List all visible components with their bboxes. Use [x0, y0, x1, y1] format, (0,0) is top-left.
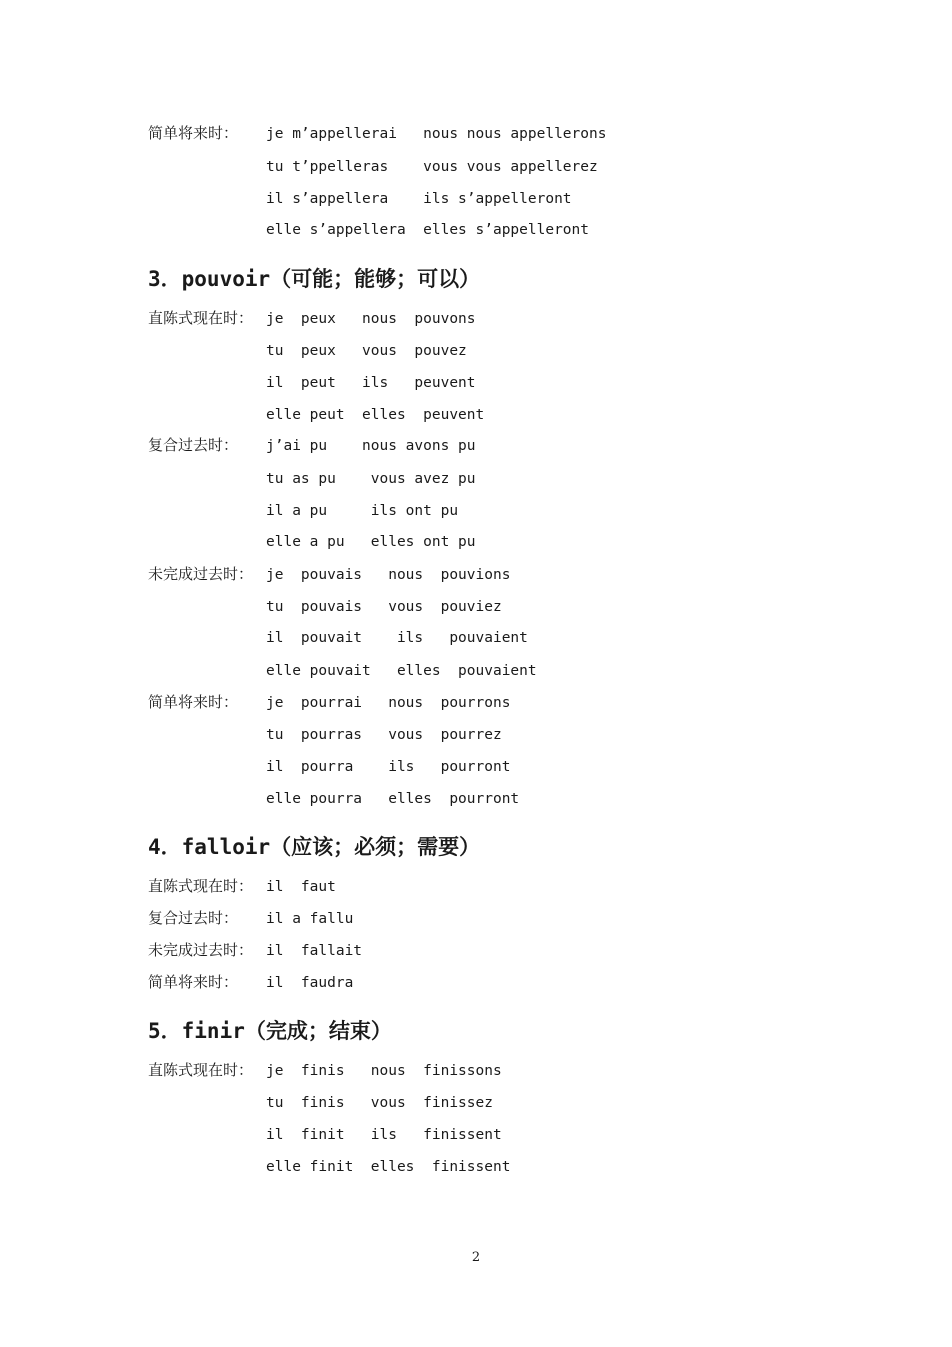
section-heading-falloir: 4．falloir（应该；必须；需要）: [148, 835, 481, 859]
tense-label-imparfait: 未完成过去时：: [148, 941, 254, 959]
conjugation-line: tu pourras vous pourrez: [266, 727, 502, 743]
tense-label-passe-compose: 复合过去时：: [148, 909, 239, 927]
conjugation-line: elle pouvait elles pouvaient: [266, 663, 537, 679]
conjugation-line: tu pouvais vous pouviez: [266, 599, 502, 615]
conjugation-line: j’ai pu nous avons pu: [266, 438, 476, 454]
page-number: 2: [471, 1250, 481, 1265]
conjugation-line: elle finit elles finissent: [266, 1159, 511, 1175]
conjugation-line: je peux nous pouvons: [266, 311, 476, 327]
tense-label-present: 直陈式现在时：: [148, 877, 254, 895]
tense-label-future: 简单将来时：: [148, 973, 239, 991]
conjugation-line: elle pourra elles pourront: [266, 791, 520, 807]
conjugation-line: elle s’appellera elles s’appelleront: [266, 222, 590, 238]
conjugation-line: il a pu ils ont pu: [266, 503, 459, 519]
tense-label-present: 直陈式现在时：: [148, 1061, 254, 1079]
conjugation-line: il a fallu: [266, 911, 354, 927]
tense-label-imparfait: 未完成过去时：: [148, 565, 254, 583]
conjugation-line: tu as pu vous avez pu: [266, 471, 476, 487]
conjugation-line: je pouvais nous pouvions: [266, 567, 511, 583]
tense-label-passe-compose: 复合过去时：: [148, 436, 239, 454]
conjugation-line: il faudra: [266, 975, 354, 991]
conjugation-line: il faut: [266, 879, 336, 895]
conjugation-line: il pourra ils pourront: [266, 759, 511, 775]
conjugation-line: tu finis vous finissez: [266, 1095, 493, 1111]
conjugation-line: il fallait: [266, 943, 363, 959]
tense-label-future: 简单将来时：: [148, 693, 239, 711]
conjugation-line: il pouvait ils pouvaient: [266, 630, 528, 646]
section-heading-pouvoir: 3．pouvoir（可能；能够；可以）: [148, 267, 481, 291]
section-heading-finir: 5．finir（完成；结束）: [148, 1019, 392, 1043]
tense-label-present: 直陈式现在时：: [148, 309, 254, 327]
conjugation-line: je pourrai nous pourrons: [266, 695, 511, 711]
conjugation-line: il peut ils peuvent: [266, 375, 476, 391]
conjugation-line: il s’appellera ils s’appelleront: [266, 191, 572, 207]
conjugation-line: je finis nous finissons: [266, 1063, 502, 1079]
conjugation-line: elle a pu elles ont pu: [266, 534, 476, 550]
tense-label-future: 简单将来时：: [148, 124, 239, 142]
conjugation-line: je m’appellerai nous nous appellerons: [266, 126, 607, 142]
conjugation-line: tu t’ppelleras vous vous appellerez: [266, 159, 598, 175]
conjugation-line: il finit ils finissent: [266, 1127, 502, 1143]
conjugation-line: tu peux vous pouvez: [266, 343, 467, 359]
conjugation-line: elle peut elles peuvent: [266, 407, 485, 423]
